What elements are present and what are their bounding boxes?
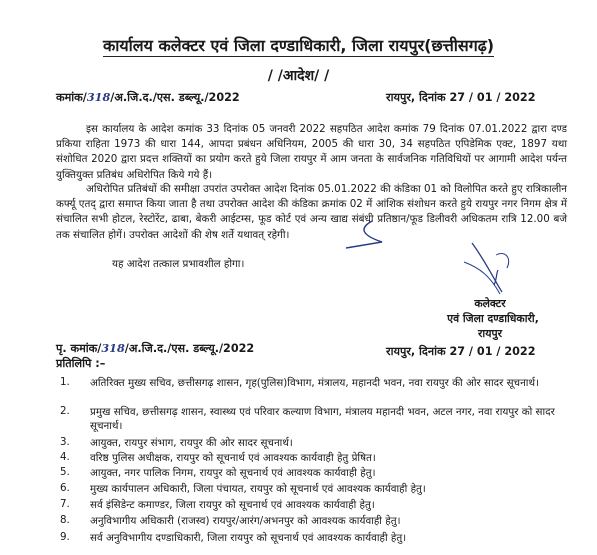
- recipient-number: 4.: [60, 451, 70, 463]
- order-number: कमांक/318/अ.जि.द./एस. डब्ल्यू./2022: [56, 90, 240, 104]
- copy-order-number: पृ. कमांक/318/अ.जि.द./एस. डब्ल्यू./2022: [56, 341, 255, 355]
- signature-office: एवं जिला दण्डाधिकारी,: [447, 312, 539, 325]
- order-paragraph-3: यह आदेश तत्काल प्रभावशील होगा।: [112, 258, 245, 270]
- recipient-item: प्रमुख सचिव, छत्तीसगढ़ शासन, स्वास्थ्य एवं परिवार कल्याण विभाग, मंत्रालय महानदी भवन, अटल नगर, नवा रायपुर को सादर सूचनार्थ।: [90, 406, 555, 433]
- recipient-item: अतिरिक्त मुख्य सचिव, छत्तीसगढ़ शासन, गृह(पुलिस)विभाग, मंत्रालय, महानदी भवन, नवा रायपुर की ओर सादर सूचनार्थ।: [90, 377, 539, 389]
- recipient-number: 5.: [60, 466, 70, 478]
- recipient-number: 3.: [60, 436, 70, 448]
- signature-designation: कलेक्टर: [474, 297, 506, 310]
- recipient-number: 7.: [60, 498, 70, 510]
- order-paragraph-2: अधिरोपित प्रतिबंधों की समीक्षा उपरांत उपरोक्त आदेश दिनांक 05.01.2022 की कंडिका 01 को विलोपित करते हुए रात्रिकालीन कर्फ्यू एतद् द्वारा समाप्त किया जाता है तथा उपरोक्त आदेश की कंडिका क्रमांक 02 में आंशिक संशोधन करते हुये रायपुर नगर निगम क्षेत्र में संचालित सभी होटल, रेस्टोरेंट, ढाबा, बेकरी आईटम्स, फूड कोर्ट एवं अन्य खाद्य संबंधी प्रतिष्ठान/फूड डिलीवरी अधिकतम रात्रि 12.00 बजे तक संचालित होगें। उपरोक्त आदेशों की शेष शर्ते यथावत् रहेगी।: [56, 183, 567, 241]
- recipient-item: सर्व इंसिडेन्ट कमाण्डर, जिला रायपुर को सूचनार्थ एवं आवश्यक कार्यवाही हेतु।: [90, 499, 375, 511]
- copy-label: प्रतिलिपि :–: [56, 357, 106, 370]
- order-paragraph-1: इस कार्यालय के आदेश कमांक 33 दिनांक 05 जनवरी 2022 सहपठित आदेश कमांक 79 दिनांक 07.01.2022 द्वारा दण्ड प्रकिया राहिता 1973 की धारा 144, आपदा प्रबंधन अधिनियम, 2005 की धारा 30, 34 सहपठित एपिडेमिक एक्ट, 1897 यथा संशोधित 2020 द्वारा प्रदत्त शक्तियों का प्रयोग करते हुये जिला रायपुर में आम जनता के सार्वजनिक गतिविधियों पर आगामी आदेश पर्यन्त युक्तियुक्त प्रतिबंध अधिरोपित किये गये हैं।: [56, 123, 567, 181]
- recipient-item: आयुक्त, रायपुर संभाग, रायपुर की ओर सादर सूचनार्थ।: [90, 437, 293, 449]
- recipient-item: वरिष्ठ पुलिस अधीक्षक, रायपुर को सूचनार्थ एवं आवश्यक कार्यवाही हेतु प्रेषित।: [90, 452, 376, 464]
- recipient-number: 8.: [60, 514, 70, 526]
- recipient-number: 9.: [60, 531, 70, 543]
- recipient-item: आयुक्त, नगर पालिक निगम, रायपुर को सूचनार्थ एवं आवश्यक कार्यवाही हेतु।: [90, 467, 376, 479]
- recipient-number: 1.: [60, 376, 70, 388]
- recipient-number: 6.: [60, 482, 70, 494]
- order-date: रायपुर, दिनांक 27 / 01 / 2022: [386, 91, 536, 104]
- copy-order-date: रायपुर, दिनांक 27 / 01 / 2022: [386, 345, 536, 358]
- recipient-number: 2.: [60, 405, 70, 417]
- recipient-item: मुख्य कार्यपालन अधिकारी, जिला पंचायत, रायपुर को सूचनार्थ एवं आवश्यक कार्यवाही हेतु।: [90, 483, 426, 495]
- office-title: कार्यालय कलेक्टर एवं जिला दण्डाधिकारी, जिला रायपुर(छत्तीसगढ़): [102, 36, 495, 55]
- recipient-item: सर्व अनुविभागीय दण्डाधिकारी, जिला रायपुर को सूचनार्थ एवं आवश्यक कार्यवाही हेतु।: [90, 532, 407, 544]
- recipient-item: अनुविभागीय अधिकारी (राजस्व) रायपुर/आरंग/अभनपुर को आवश्यक कार्यवाही हेतु।: [90, 515, 401, 527]
- order-heading: / /आदेश/ /: [267, 68, 330, 84]
- signature-place: रायपुर: [477, 327, 503, 340]
